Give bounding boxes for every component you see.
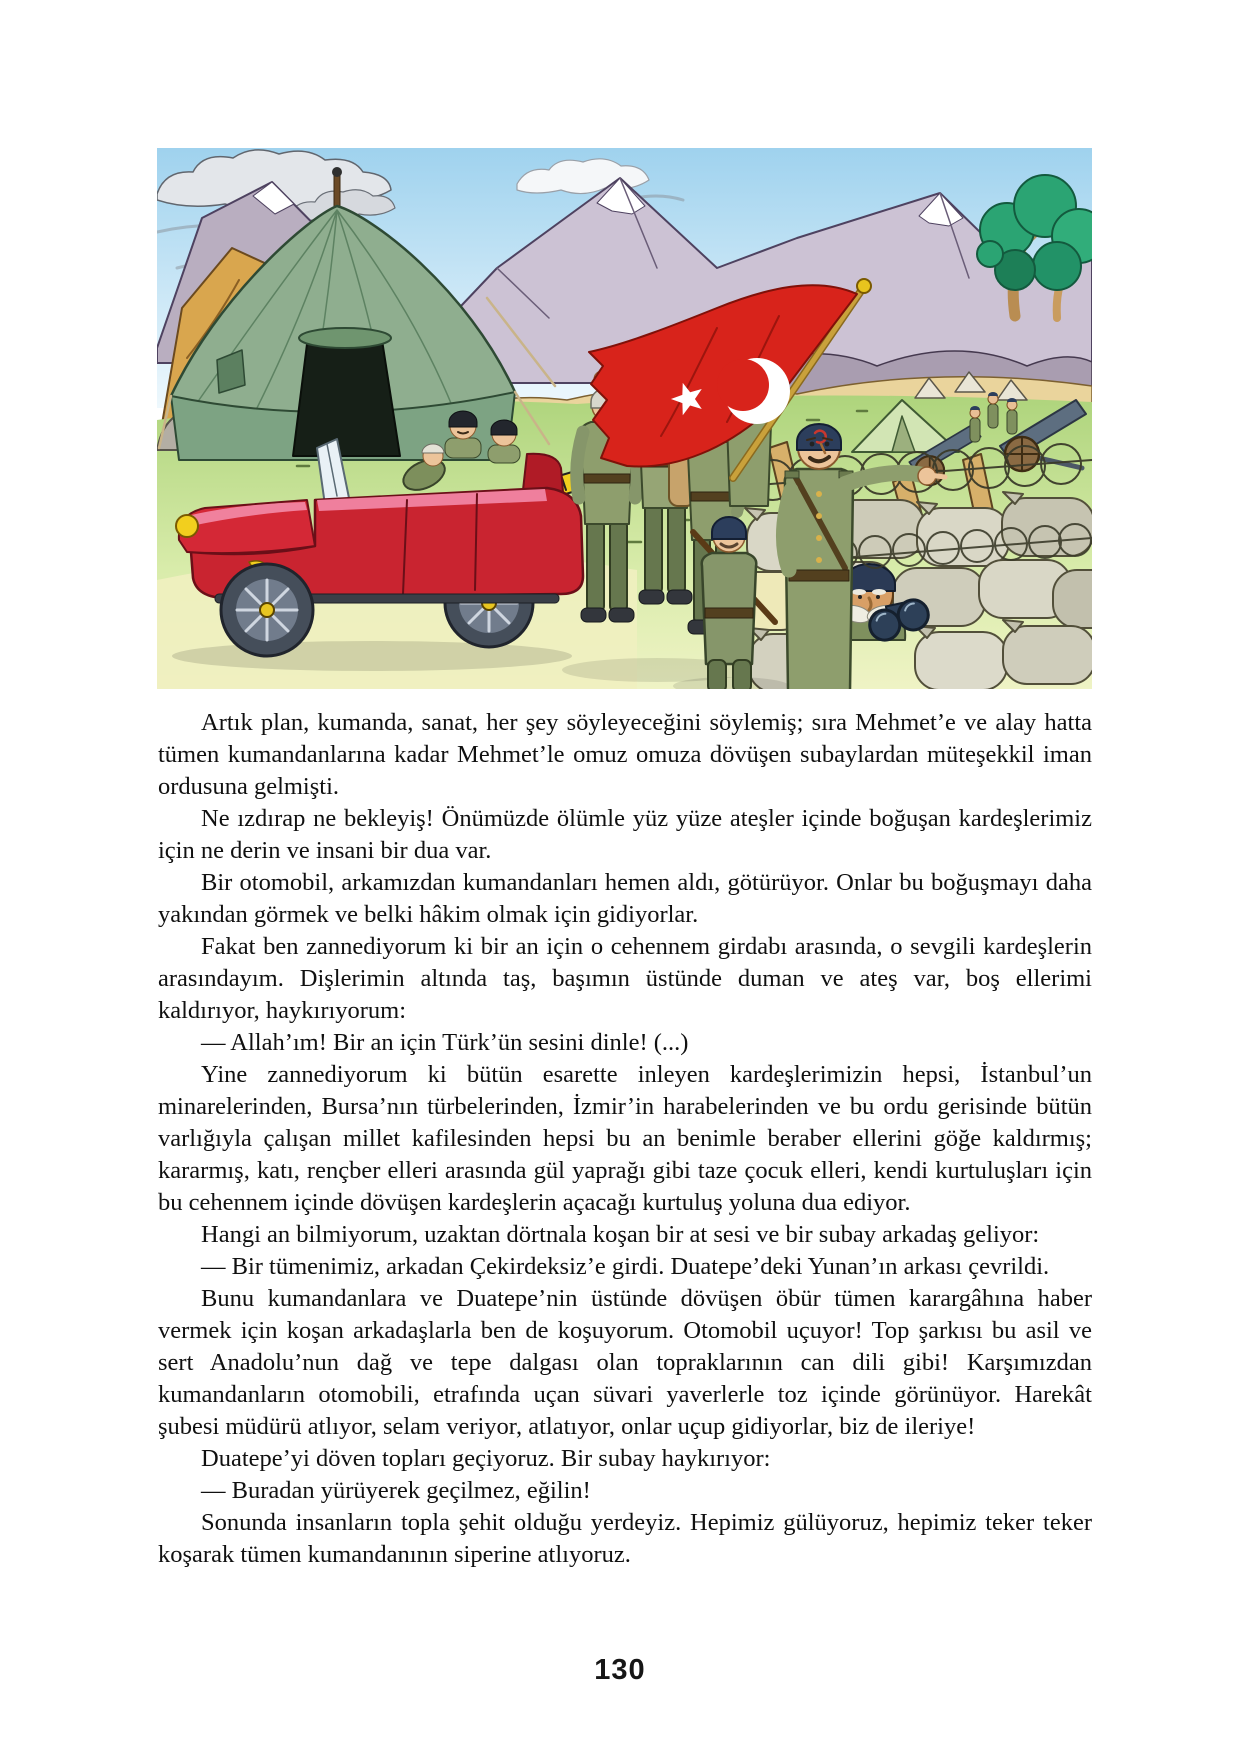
paragraph: Bunu kumandanlara ve Duatepe’nin üstünde dövüşen öbür tümen karargâhına haber vermek için koşan arkadaşlarla ben de koşuyorum. Otomobil uçuyor! Top şarkısı bu asil ve sert Anadolu’nun dağ ve tepe dalgası olan topraklarının can dili gibi! Karşımızdan kumandanların otomobili, etrafında uçan süvari yaverlerle toz içinde görünüyor. Harekât şubesi müdürü atlıyor, selam veriyor, atlatıyor, onlar uçup gidiyorlar, biz de ileriye! <box>158 1285 1092 1440</box>
paragraph: Ne ızdırap ne bekleyiş! Önümüzde ölümle yüz yüze ateşler içinde boğuşan kardeşlerimiz için ne derin ve insani bir dua var. <box>158 805 1092 864</box>
paragraph: Fakat ben zannediyorum ki bir an için o cehennem girdabı arasında, o sevgili kardeşlerin arasındayım. Dişlerimin altında taş, başımın üstünde duman ve ateş var, boş ellerimi kaldırıyor, haykırıyorum: <box>158 933 1092 1024</box>
paragraph: Duatepe’yi döven topları geçiyoruz. Bir subay haykırıyor: <box>201 1445 771 1472</box>
illustration-canvas <box>157 148 1092 689</box>
front-wheel <box>221 564 313 656</box>
paragraph: Bir otomobil, arkamızdan kumandanları hemen aldı, götürüyor. Onlar bu boğuşmayı daha yakından görmek ve belki hâkim olmak için gidiyorlar. <box>158 869 1092 928</box>
paragraph: Sonunda insanların topla şehit olduğu yerdeyiz. Hepimiz gülüyoruz, hepimiz teker teker koşarak tümen kumandanının siperine atlıyoruz. <box>158 1509 1092 1568</box>
reading-passage <box>158 707 1092 1571</box>
dialogue-line: — Bir tümenimiz, arkadan Çekirdeksiz’e girdi. Duatepe’deki Yunan’ın arkası çevrildi. <box>201 1253 1050 1280</box>
dialogue-line: — Allah’ım! Bir an için Türk’ün sesini dinle! (...) <box>201 1029 689 1056</box>
dialogue-line: — Buradan yürüyerek geçilmez, eğilin! <box>201 1477 591 1504</box>
war-scene-illustration <box>157 148 1092 689</box>
paragraph: Artık plan, kumanda, sanat, her şey söyleyeceğini söylemiş; sıra Mehmet’e ve alay hatta tümen kumandanlarına kadar Mehmet’le omuz omuza dövüşen subaylardan müteşekkil iman ordusuna gelmişti. <box>158 709 1092 800</box>
paragraph: Yine zannediyorum ki bütün esarette inleyen kardeşlerimizin hepsi, İstanbul’un minarelerinden, Bursa’nın türbelerinden, İzmir’in harabelerinden ve bu ordu gerisinde bütün varlığıyla çalışan millet kafilesinden hepsi bu an benimle beraber ellerini göğe kaldırmış; kararmış, katı, rençber elleri arasında gül yaprağı gibi taze çocuk elleri, kendi kurtuluşları için bu cehennem içinde dövüşen kardeşlerin açacağı kurtuluş yoluna dua ediyor. <box>158 1061 1092 1216</box>
page-number: 130 <box>594 1654 646 1686</box>
paragraph: Hangi an bilmiyorum, uzaktan dörtnala koşan bir at sesi ve bir subay arkadaş geliyor: <box>201 1221 1040 1248</box>
